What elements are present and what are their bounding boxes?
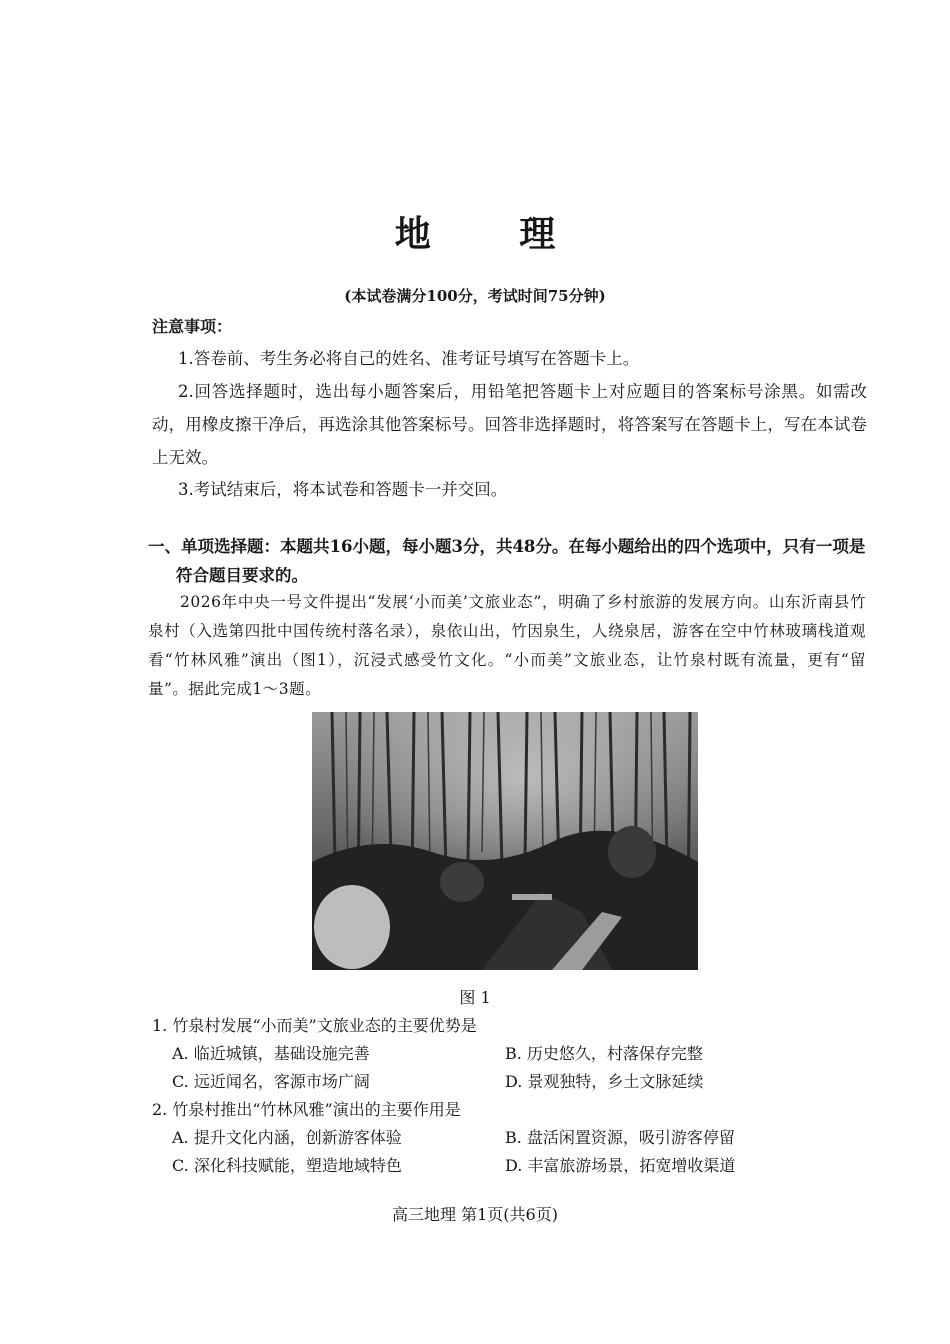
option-d: D. 景观独特，乡土文脉延续 (505, 1072, 704, 1091)
notice-heading: 注意事项： (152, 317, 233, 336)
question-stem: 2. 竹泉村推出“竹林风雅”演出的主要作用是 (152, 1100, 461, 1119)
question-context: 2026年中央一号文件提出“发展‘小而美’文旅业态”，明确了乡村旅游的发展方向。山东沂南县竹泉村（入选第四批中国传统村落名录），泉依山出，竹因泉生，人绕泉居，游客在空中竹林玻璃栈道观看“竹林风雅”演出（图1），沉浸式感受竹文化。“小而美”文旅业态，让竹泉村既有流量，更有“留量”。据此完成1～3题。 (148, 593, 866, 698)
notice-item: 2.回答选择题时，选出每小题答案后，用铅笔把答题卡上对应题目的答案标号涂黑。如需改动，用橡皮擦干净后，再选涂其他答案标号。回答非选择题时，将答案写在答题卡上，写在本试卷上无效。 (152, 382, 867, 467)
page-title: 地 理 (394, 213, 594, 255)
figure-1-photo (312, 712, 698, 970)
notice-item: 1.答卷前、考生务必将自己的姓名、准考证号填写在答题卡上。 (178, 349, 640, 368)
figure-caption: 图 1 (459, 988, 491, 1007)
exam-info: (本试卷满分100分，考试时间75分钟) (344, 287, 606, 305)
option-c: C. 远近闻名，客源市场广阔 (172, 1072, 370, 1091)
option-b: B. 历史悠久，村落保存完整 (505, 1044, 703, 1063)
question-stem: 1. 竹泉村发展“小而美”文旅业态的主要优势是 (152, 1016, 477, 1035)
option-c: C. 深化科技赋能，塑造地域特色 (172, 1156, 402, 1175)
option-d: D. 丰富旅游场景，拓宽增收渠道 (505, 1156, 736, 1175)
section-heading: 一、单项选择题：本题共16小题，每小题3分，共48分。在每小题给出的四个选项中，只有一项是符合题目要求的。 (148, 537, 866, 585)
option-b: B. 盘活闲置资源，吸引游客停留 (505, 1128, 735, 1147)
option-a: A. 提升文化内涵，创新游客体验 (172, 1128, 402, 1147)
notice-item: 3.考试结束后，将本试卷和答题卡一并交回。 (178, 480, 508, 499)
page-footer: 高三地理 第1页(共6页) (392, 1205, 558, 1224)
option-a: A. 临近城镇，基础设施完善 (172, 1044, 370, 1063)
